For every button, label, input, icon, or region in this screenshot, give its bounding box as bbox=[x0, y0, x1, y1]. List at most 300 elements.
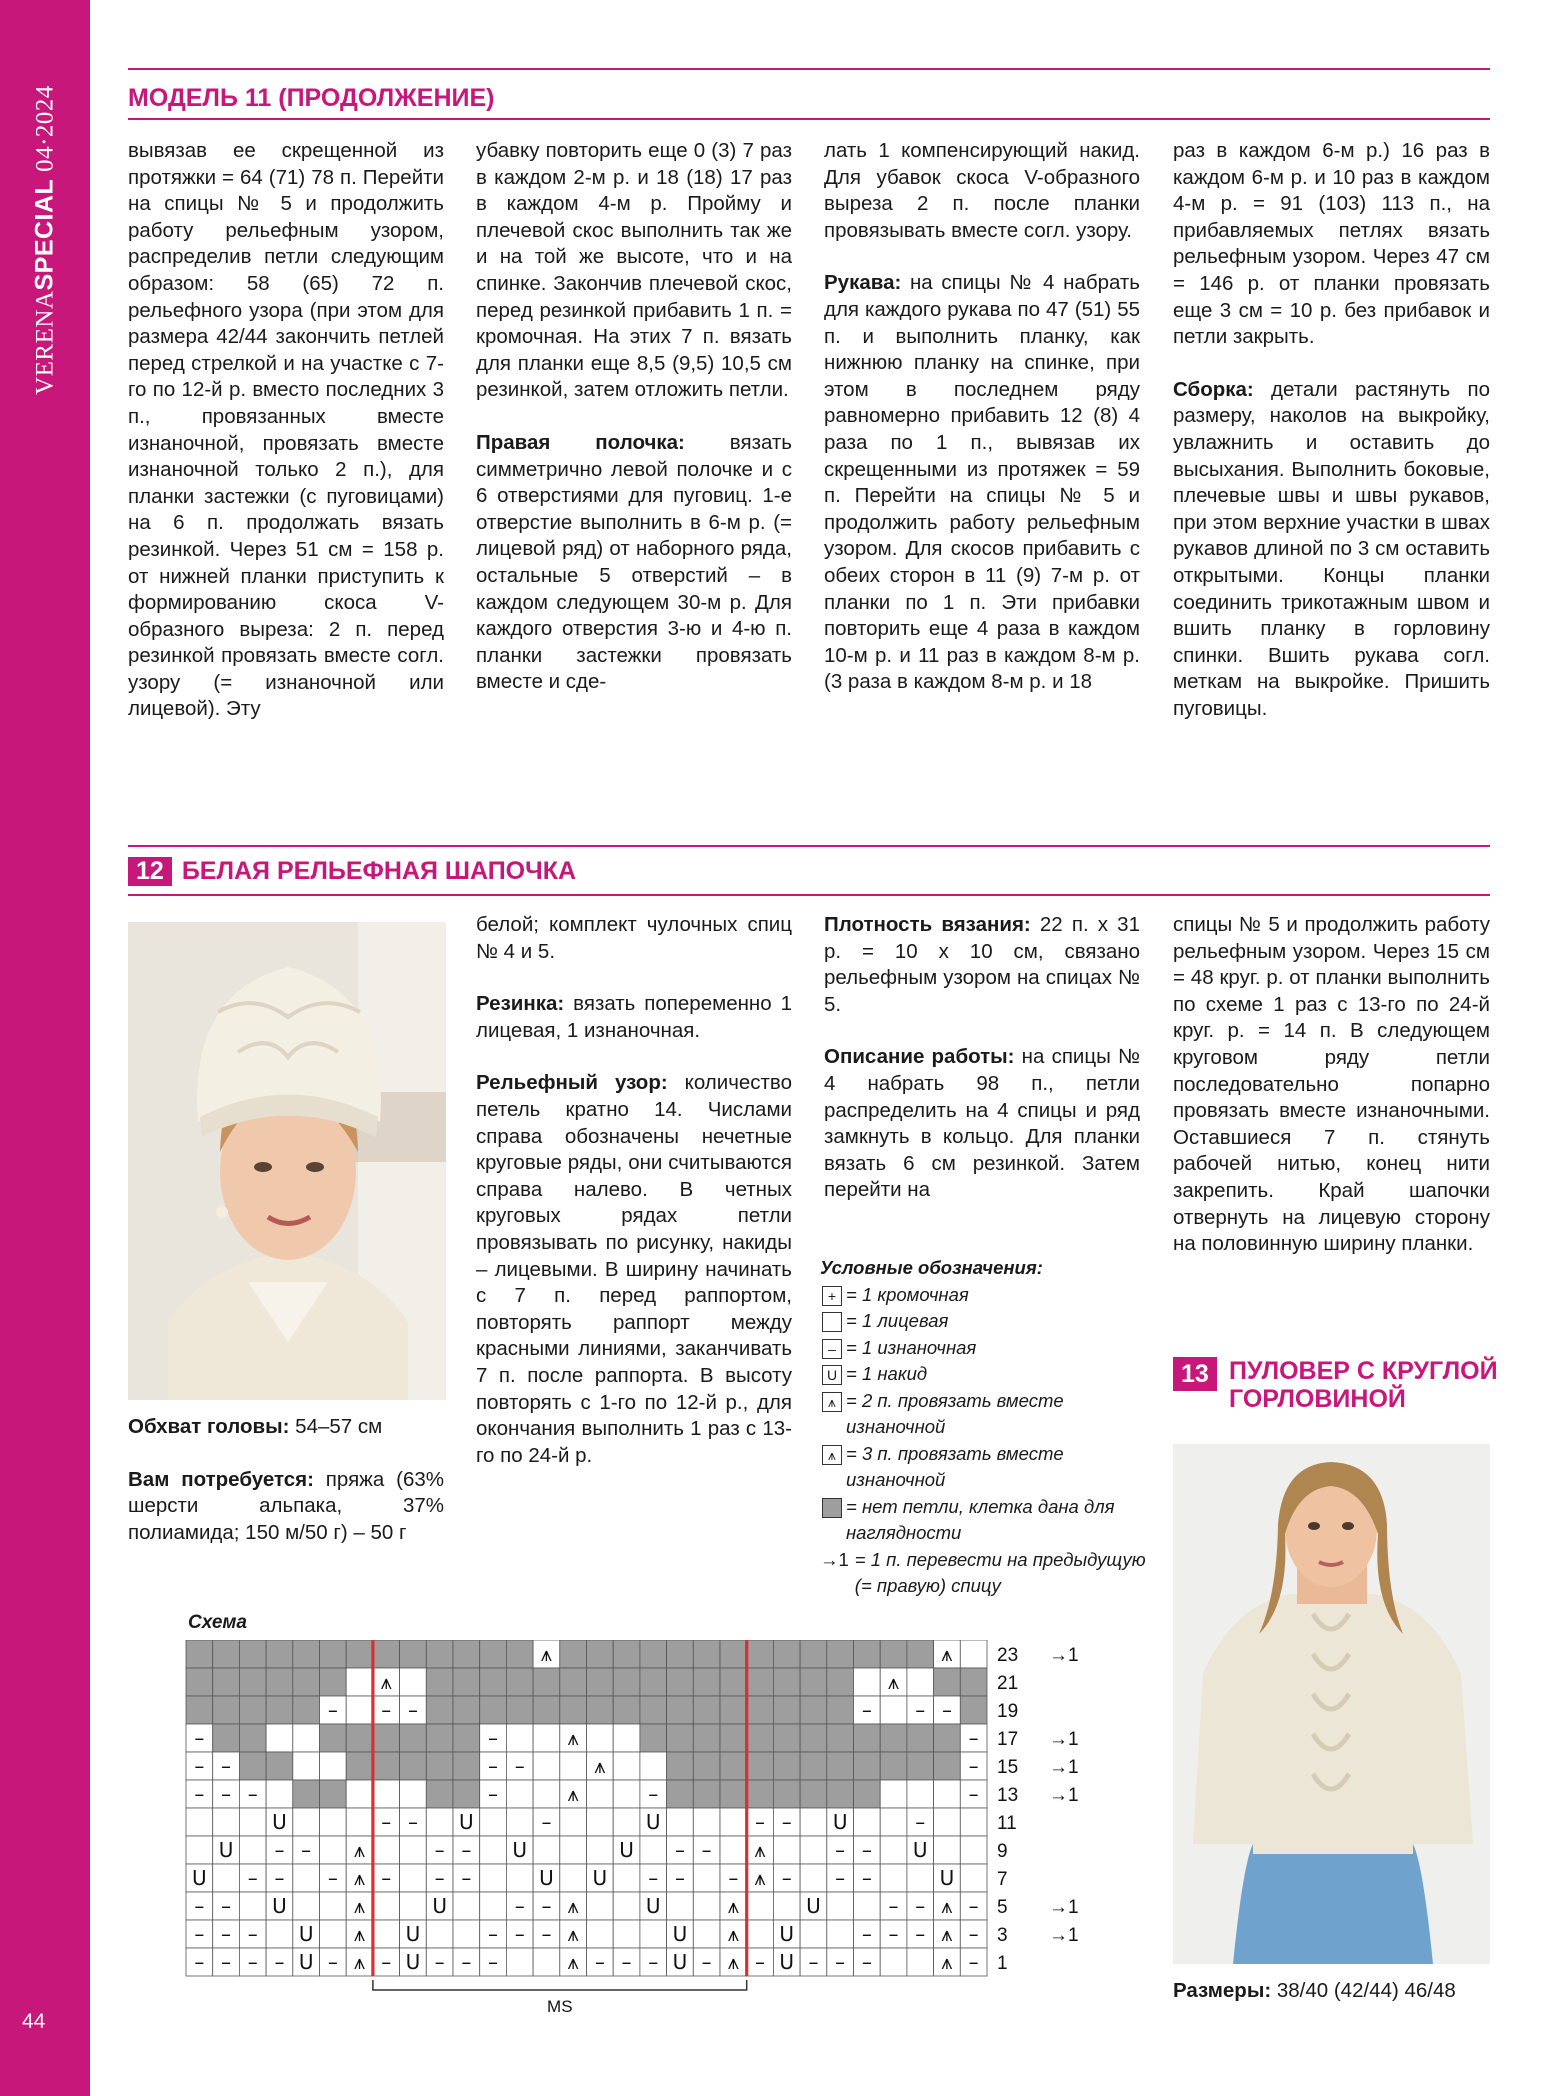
row-number-label: 17 bbox=[997, 1729, 1019, 1750]
row-number-label: 9 bbox=[997, 1841, 1008, 1862]
chart-cell bbox=[960, 1808, 987, 1836]
no-stitch-cell bbox=[560, 1640, 587, 1668]
chart-cell bbox=[800, 1836, 827, 1864]
section-11-column-1 bbox=[128, 138, 444, 749]
chart-cell bbox=[213, 1808, 240, 1836]
no-stitch-cell bbox=[506, 1696, 533, 1724]
paragraph-lead: Рельефный узор: bbox=[476, 1071, 668, 1095]
no-stitch-cell bbox=[213, 1696, 240, 1724]
chart-cell bbox=[560, 1836, 587, 1864]
pullover-sizes bbox=[1173, 1978, 1490, 2005]
chart-cell bbox=[480, 1892, 507, 1920]
no-stitch-cell bbox=[453, 1696, 480, 1724]
purl-symbol: – bbox=[221, 1950, 232, 1974]
chart-cell bbox=[400, 1892, 427, 1920]
decrease-symbol: ⩚ bbox=[887, 1670, 900, 1694]
chart-cell bbox=[880, 1696, 907, 1724]
no-stitch-cell bbox=[720, 1640, 747, 1668]
yarn-over-symbol: U bbox=[192, 1866, 207, 1890]
yarn-over-symbol: U bbox=[298, 1922, 314, 1946]
no-stitch-cell bbox=[346, 1724, 373, 1752]
chart-cell bbox=[453, 1892, 480, 1920]
purl-symbol: – bbox=[968, 1922, 979, 1946]
decrease-symbol: ⩚ bbox=[594, 1754, 606, 1778]
chart-cell bbox=[880, 1948, 907, 1976]
no-stitch-cell bbox=[827, 1668, 854, 1696]
chart-cell bbox=[239, 1808, 266, 1836]
purl-symbol: – bbox=[541, 1922, 552, 1946]
decrease-symbol: ⩚ bbox=[567, 1922, 579, 1946]
purl-symbol: – bbox=[301, 1838, 312, 1862]
yarn-over-symbol: U bbox=[806, 1894, 821, 1918]
chart-cell bbox=[533, 1948, 560, 1976]
paragraph bbox=[824, 1044, 1140, 1204]
no-stitch-cell bbox=[880, 1640, 907, 1668]
no-stitch-cell bbox=[640, 1668, 667, 1696]
decrease-symbol: ⩚ bbox=[941, 1894, 953, 1918]
chart-cell bbox=[693, 1892, 720, 1920]
no-stitch-cell bbox=[640, 1640, 667, 1668]
no-stitch-cell bbox=[613, 1696, 640, 1724]
no-stitch-cell bbox=[320, 1640, 347, 1668]
legend-symbol: U bbox=[822, 1365, 842, 1385]
no-stitch-cell bbox=[266, 1752, 293, 1780]
purl-symbol: – bbox=[488, 1950, 499, 1974]
no-stitch-cell bbox=[266, 1668, 293, 1696]
legend-item bbox=[820, 1388, 1150, 1441]
purl-symbol: – bbox=[194, 1754, 205, 1778]
purl-symbol: – bbox=[861, 1866, 872, 1890]
no-stitch-cell bbox=[426, 1724, 453, 1752]
legend-text: = 3 п. провязать вместе изнаночной bbox=[846, 1442, 1064, 1490]
no-stitch-cell bbox=[239, 1640, 266, 1668]
paragraph-text: детали растянуть по размеру, наколов на выкройку, увлажнить и оставить до высыхания. Выполнить боковые, плечевые швы и швы рукавов, при этом верхние участки в швах рукавов длиной по 3 см оставить открытыми. Концы планки соединить трикотажным швом и вшить планку в горловину спинки. Вшить рукава согл. меткам на выкройке. Пришить пуговицы. bbox=[1173, 377, 1490, 720]
no-stitch-cell bbox=[854, 1780, 881, 1808]
pullover-photo-illustration bbox=[1173, 1444, 1490, 1964]
section-rule bbox=[128, 68, 1490, 70]
purl-symbol: – bbox=[648, 1950, 659, 1974]
no-stitch-cell bbox=[800, 1752, 827, 1780]
chart-cell bbox=[880, 1808, 907, 1836]
hat-model-photo bbox=[128, 922, 446, 1400]
section-rule bbox=[128, 845, 1490, 847]
purl-symbol: – bbox=[247, 1866, 258, 1890]
no-stitch-cell bbox=[773, 1780, 800, 1808]
chart-cell bbox=[346, 1780, 373, 1808]
chart-cell bbox=[480, 1808, 507, 1836]
chart-cell bbox=[800, 1808, 827, 1836]
chart-cell bbox=[400, 1780, 427, 1808]
chart-cell bbox=[373, 1836, 400, 1864]
chart-cell bbox=[960, 1836, 987, 1864]
chart-cell bbox=[239, 1836, 266, 1864]
yarn-over-symbol: U bbox=[779, 1950, 795, 1974]
no-stitch-cell bbox=[747, 1640, 774, 1668]
paragraph bbox=[1173, 912, 1490, 1258]
paragraph bbox=[476, 991, 792, 1044]
chart-cell bbox=[907, 1864, 934, 1892]
chart-cell bbox=[293, 1892, 320, 1920]
no-stitch-cell bbox=[587, 1640, 614, 1668]
chart-cell bbox=[934, 1780, 961, 1808]
chart-cell bbox=[346, 1808, 373, 1836]
chart-cell bbox=[346, 1696, 373, 1724]
paragraph-lead: Правая полочка: bbox=[476, 430, 685, 454]
chart-cell bbox=[907, 1668, 934, 1696]
chart-cell bbox=[587, 1836, 614, 1864]
purl-symbol: – bbox=[915, 1698, 926, 1722]
no-stitch-cell bbox=[453, 1752, 480, 1780]
purl-symbol: – bbox=[194, 1726, 205, 1750]
hat-photo-illustration bbox=[128, 922, 446, 1400]
purl-symbol: – bbox=[381, 1698, 392, 1722]
no-stitch-cell bbox=[720, 1696, 747, 1724]
purl-symbol: – bbox=[915, 1922, 926, 1946]
chart-cell bbox=[854, 1808, 881, 1836]
no-stitch-cell bbox=[587, 1696, 614, 1724]
paragraph bbox=[824, 138, 1140, 244]
yarn-over-symbol: U bbox=[405, 1922, 421, 1946]
purl-symbol: – bbox=[781, 1810, 792, 1834]
chart-cell bbox=[320, 1808, 347, 1836]
purl-symbol: – bbox=[701, 1950, 712, 1974]
purl-symbol: – bbox=[194, 1950, 205, 1974]
shift-label: →1 bbox=[1049, 1925, 1079, 1946]
chart-cell bbox=[613, 1724, 640, 1752]
purl-symbol: – bbox=[968, 1782, 979, 1806]
chart-cell bbox=[320, 1892, 347, 1920]
no-stitch-cell bbox=[480, 1696, 507, 1724]
paragraph-lead: Рукава: bbox=[824, 271, 902, 295]
yarn-over-symbol: U bbox=[592, 1866, 608, 1890]
decrease-symbol: ⩚ bbox=[380, 1670, 392, 1694]
no-stitch-cell bbox=[747, 1752, 774, 1780]
chart-cell bbox=[320, 1836, 347, 1864]
yarn-over-symbol: U bbox=[432, 1894, 447, 1918]
paragraph bbox=[476, 138, 792, 404]
no-stitch-cell bbox=[213, 1724, 240, 1752]
purl-symbol: – bbox=[594, 1950, 605, 1974]
purl-symbol: – bbox=[835, 1838, 846, 1862]
paragraph-text: вязать попеременно 1 лицевая, 1 изнаночная. bbox=[476, 992, 792, 1042]
purl-symbol: – bbox=[434, 1838, 445, 1862]
decrease-symbol: ⩚ bbox=[353, 1838, 366, 1862]
purl-symbol: – bbox=[888, 1922, 899, 1946]
no-stitch-cell bbox=[667, 1780, 694, 1808]
paragraph-text: на спицы № 4 набрать для каждого рукава по 47 (51) 55 п. и выполнить планку, как нижнюю планку на спинке, при этом в последнем ряду равномерно прибавить 12 (8) 4 раза по 1 п., вывязав их скрещенными из протяжек = 59 п. Перейти на спицы № 5 и продолжить работу рельефным узором. Для скосов прибавить с обеих сторон в 11 (9) 7-м р. от планки по 1 п. Эти прибавки повторить еще 4 раза в каждом 10-м р. и 11 раз в каждом 8-м р. (3 раза в каждом 8-м р. и 18 bbox=[824, 271, 1140, 694]
no-stitch-cell bbox=[453, 1640, 480, 1668]
no-stitch-cell bbox=[800, 1640, 827, 1668]
yarn-over-symbol: U bbox=[912, 1838, 928, 1862]
no-stitch-cell bbox=[800, 1780, 827, 1808]
no-stitch-cell bbox=[266, 1696, 293, 1724]
row-number-label: 13 bbox=[997, 1785, 1019, 1806]
legend-symbol: ■ bbox=[822, 1498, 842, 1518]
section-12-title bbox=[128, 857, 576, 886]
chart-cell bbox=[373, 1892, 400, 1920]
chart-title: Схема bbox=[188, 1612, 248, 1633]
chart-cell bbox=[640, 1920, 667, 1948]
chart-cell bbox=[426, 1920, 453, 1948]
legend-item bbox=[820, 1547, 1150, 1600]
purl-symbol: – bbox=[407, 1698, 418, 1722]
no-stitch-cell bbox=[560, 1668, 587, 1696]
paragraph bbox=[476, 1070, 792, 1469]
legend-item bbox=[820, 1335, 1150, 1362]
no-stitch-cell bbox=[907, 1640, 934, 1668]
no-stitch-cell bbox=[506, 1668, 533, 1696]
chart-cell bbox=[373, 1920, 400, 1948]
paragraph-text: 22 п. х 31 р. = 10 х 10 см, связано рельефным узором на спицах № 5. bbox=[824, 913, 1140, 1016]
purl-symbol: – bbox=[621, 1950, 632, 1974]
no-stitch-cell bbox=[426, 1752, 453, 1780]
no-stitch-cell bbox=[934, 1668, 961, 1696]
yarn-over-symbol: U bbox=[272, 1810, 287, 1834]
purl-symbol: – bbox=[968, 1726, 979, 1750]
paragraph-text: лать 1 компенсирующий накид. Для убавок скоса V-образного выреза 2 п. после планки провязывать вместе согл. узору. bbox=[824, 139, 1140, 242]
ms-label: MS bbox=[547, 1997, 573, 2016]
section-12-heading: БЕЛАЯ РЕЛЬЕФНАЯ ШАПОЧКА bbox=[181, 857, 577, 885]
section-13-header bbox=[1173, 1357, 1498, 1413]
no-stitch-cell bbox=[560, 1696, 587, 1724]
no-stitch-cell bbox=[827, 1696, 854, 1724]
no-stitch-cell bbox=[453, 1724, 480, 1752]
purl-symbol: – bbox=[674, 1838, 685, 1862]
purl-symbol: – bbox=[247, 1950, 258, 1974]
chart-cell bbox=[426, 1808, 453, 1836]
chart-cell bbox=[880, 1780, 907, 1808]
no-stitch-cell bbox=[346, 1752, 373, 1780]
chart-cell bbox=[266, 1920, 293, 1948]
no-stitch-cell bbox=[773, 1640, 800, 1668]
no-stitch-cell bbox=[693, 1640, 720, 1668]
no-stitch-cell bbox=[854, 1752, 881, 1780]
chart-cell bbox=[800, 1920, 827, 1948]
chart-cell bbox=[693, 1864, 720, 1892]
purl-symbol: – bbox=[648, 1866, 659, 1890]
chart-cell bbox=[800, 1864, 827, 1892]
purl-symbol: – bbox=[488, 1782, 499, 1806]
rapport-bracket bbox=[373, 1980, 747, 1990]
row-number-label: 15 bbox=[997, 1757, 1019, 1778]
no-stitch-cell bbox=[800, 1696, 827, 1724]
purl-symbol: – bbox=[407, 1810, 418, 1834]
decrease-symbol: ⩚ bbox=[941, 1642, 953, 1666]
purl-symbol: – bbox=[434, 1950, 445, 1974]
paragraph-lead: Вам потребуется: bbox=[128, 1467, 314, 1491]
purl-symbol: – bbox=[381, 1950, 392, 1974]
purl-symbol: – bbox=[755, 1950, 766, 1974]
no-stitch-cell bbox=[693, 1780, 720, 1808]
chart-cell bbox=[560, 1752, 587, 1780]
chart-cell bbox=[934, 1808, 961, 1836]
decrease-symbol: ⩚ bbox=[754, 1866, 766, 1890]
paragraph bbox=[128, 138, 444, 723]
shift-label: →1 bbox=[1049, 1897, 1079, 1918]
shift-label: →1 bbox=[1049, 1785, 1079, 1806]
no-stitch-cell bbox=[720, 1752, 747, 1780]
no-stitch-cell bbox=[667, 1640, 694, 1668]
purl-symbol: – bbox=[514, 1894, 525, 1918]
legend-symbol: ⩚ bbox=[822, 1445, 842, 1465]
paragraph bbox=[128, 1467, 444, 1547]
chart-cell bbox=[693, 1808, 720, 1836]
chart-cell bbox=[854, 1892, 881, 1920]
decrease-symbol: ⩚ bbox=[567, 1782, 579, 1806]
row-number-label: 5 bbox=[997, 1897, 1008, 1918]
no-stitch-cell bbox=[320, 1668, 347, 1696]
chart-cell bbox=[827, 1892, 854, 1920]
section-11-title: МОДЕЛЬ 11 (ПРОДОЛЖЕНИЕ) bbox=[128, 84, 495, 112]
purl-symbol: – bbox=[381, 1810, 392, 1834]
purl-symbol: – bbox=[488, 1754, 499, 1778]
purl-symbol: – bbox=[861, 1922, 872, 1946]
yarn-over-symbol: U bbox=[672, 1950, 688, 1974]
no-stitch-cell bbox=[720, 1724, 747, 1752]
chart-cell bbox=[747, 1892, 774, 1920]
no-stitch-cell bbox=[239, 1668, 266, 1696]
no-stitch-cell bbox=[747, 1668, 774, 1696]
chart-cell bbox=[960, 1640, 987, 1668]
chart-cell bbox=[506, 1780, 533, 1808]
chart-cell bbox=[587, 1780, 614, 1808]
purl-symbol: – bbox=[488, 1922, 499, 1946]
legend-text: = 1 лицевая bbox=[846, 1310, 949, 1331]
purl-symbol: – bbox=[808, 1950, 819, 1974]
legend-symbol: →1 bbox=[820, 1548, 849, 1570]
no-stitch-cell bbox=[293, 1640, 320, 1668]
decrease-symbol: ⩚ bbox=[353, 1950, 366, 1974]
purl-symbol: – bbox=[194, 1782, 205, 1806]
no-stitch-cell bbox=[693, 1668, 720, 1696]
row-number-label: 1 bbox=[997, 1953, 1008, 1974]
chart-legend bbox=[820, 1255, 1150, 1600]
legend-text: = нет петли, клетка дана для наглядности bbox=[846, 1495, 1115, 1543]
row-number-label: 21 bbox=[997, 1673, 1019, 1694]
section-12-column-1 bbox=[128, 1414, 444, 1572]
purl-symbol: – bbox=[968, 1950, 979, 1974]
chart-cell bbox=[880, 1864, 907, 1892]
chart-cell bbox=[613, 1864, 640, 1892]
chart-cell bbox=[239, 1892, 266, 1920]
chart-cell bbox=[773, 1892, 800, 1920]
paragraph-lead: Описание работы: bbox=[824, 1045, 1015, 1069]
no-stitch-cell bbox=[400, 1752, 427, 1780]
chart-cell bbox=[320, 1752, 347, 1780]
no-stitch-cell bbox=[587, 1668, 614, 1696]
legend-item bbox=[820, 1308, 1150, 1335]
no-stitch-cell bbox=[400, 1640, 427, 1668]
no-stitch-cell bbox=[667, 1696, 694, 1724]
no-stitch-cell bbox=[960, 1668, 987, 1696]
chart-cell bbox=[587, 1808, 614, 1836]
decrease-symbol: ⩚ bbox=[727, 1922, 739, 1946]
legend-item bbox=[820, 1494, 1150, 1547]
no-stitch-cell bbox=[640, 1696, 667, 1724]
chart-cell bbox=[747, 1920, 774, 1948]
purl-symbol: – bbox=[861, 1698, 872, 1722]
no-stitch-cell bbox=[186, 1668, 213, 1696]
chart-cell bbox=[533, 1780, 560, 1808]
no-stitch-cell bbox=[533, 1668, 560, 1696]
no-stitch-cell bbox=[827, 1780, 854, 1808]
purl-symbol: – bbox=[247, 1782, 258, 1806]
purl-symbol: – bbox=[648, 1782, 659, 1806]
purl-symbol: – bbox=[835, 1950, 846, 1974]
no-stitch-cell bbox=[880, 1724, 907, 1752]
chart-cell bbox=[533, 1836, 560, 1864]
no-stitch-cell bbox=[934, 1752, 961, 1780]
section-13-title-line-1: ПУЛОВЕР С КРУГЛОЙ bbox=[1229, 1357, 1498, 1385]
chart-cell bbox=[720, 1836, 747, 1864]
no-stitch-cell bbox=[186, 1696, 213, 1724]
no-stitch-cell bbox=[506, 1640, 533, 1668]
chart-cell bbox=[346, 1668, 373, 1696]
chart-cell bbox=[773, 1836, 800, 1864]
sizes-lead: Размеры: bbox=[1173, 1979, 1272, 2002]
section-11-column-2 bbox=[476, 138, 792, 722]
decrease-symbol: ⩚ bbox=[941, 1950, 953, 1974]
yarn-over-symbol: U bbox=[405, 1950, 421, 1974]
paragraph-text: убавку повторить еще 0 (3) 7 раз в каждом 2-м р. и 18 (18) 17 раз в каждом 4-м р. Пройму и плечевой скос выполнить так же и на той же высоте, что и на спинке. Закончив плечевой скос, перед резинкой прибавить 1 п. = кромочная. На этих 7 п. вязать для планки еще 8,5 (9,5) 10,5 см резинкой, затем отложить петли. bbox=[476, 139, 792, 402]
paragraph bbox=[476, 912, 792, 965]
paragraph-text: вязать симметрично левой полочке и с 6 отверстиями для пуговиц. 1-е отверстие выполнить в 6-м р. (= лицевой ряд) от наборного ряда, остальные 5 отверстий – в каждом следующем 30-м р. Для каждого отверстия 3-ю и 4-ю п. планки застежки провязать вместе и сде- bbox=[476, 430, 792, 694]
no-stitch-cell bbox=[854, 1640, 881, 1668]
chart-cell bbox=[960, 1864, 987, 1892]
chart-cell bbox=[720, 1808, 747, 1836]
chart-cell bbox=[400, 1668, 427, 1696]
purl-symbol: – bbox=[327, 1950, 338, 1974]
purl-symbol: – bbox=[915, 1894, 926, 1918]
chart-cell bbox=[320, 1920, 347, 1948]
paragraph-text: раз в каждом 6-м р.) 16 раз в каждом 6-м р. и 10 раз в каждом 4-м р. = 91 (103) 113 п., на прибавляемых петлях вязать рельефным узором. Через 47 см = 146 р. от планки провязать еще 3 см = 10 р. без прибавок и петли закрыть. bbox=[1173, 139, 1490, 349]
paragraph-text: 54–57 см bbox=[289, 1415, 383, 1438]
chart-cell bbox=[613, 1892, 640, 1920]
no-stitch-cell bbox=[827, 1752, 854, 1780]
shift-label: →1 bbox=[1049, 1757, 1079, 1778]
no-stitch-cell bbox=[747, 1724, 774, 1752]
no-stitch-cell bbox=[426, 1640, 453, 1668]
decrease-symbol: ⩚ bbox=[353, 1922, 366, 1946]
paragraph bbox=[1173, 138, 1490, 351]
purl-symbol: – bbox=[194, 1894, 205, 1918]
purl-symbol: – bbox=[514, 1922, 525, 1946]
purl-symbol: – bbox=[968, 1894, 979, 1918]
legend-item bbox=[820, 1282, 1150, 1309]
yarn-over-symbol: U bbox=[645, 1810, 661, 1834]
no-stitch-cell bbox=[426, 1780, 453, 1808]
chart-cell bbox=[907, 1948, 934, 1976]
pullover-model-photo bbox=[1173, 1444, 1490, 1964]
purl-symbol: – bbox=[274, 1838, 285, 1862]
section-12-column-3 bbox=[824, 912, 1140, 1230]
purl-symbol: – bbox=[274, 1866, 285, 1890]
no-stitch-cell bbox=[773, 1668, 800, 1696]
purl-symbol: – bbox=[755, 1810, 766, 1834]
chart-cell bbox=[293, 1752, 320, 1780]
no-stitch-cell bbox=[613, 1668, 640, 1696]
no-stitch-cell bbox=[239, 1724, 266, 1752]
no-stitch-cell bbox=[213, 1640, 240, 1668]
no-stitch-cell bbox=[667, 1752, 694, 1780]
chart-cell bbox=[907, 1780, 934, 1808]
paragraph-lead: Плотность вязания: bbox=[824, 913, 1031, 936]
section-11-column-3 bbox=[824, 138, 1140, 722]
no-stitch-cell bbox=[293, 1780, 320, 1808]
no-stitch-cell bbox=[480, 1640, 507, 1668]
chart-cell bbox=[186, 1808, 213, 1836]
purl-symbol: – bbox=[221, 1754, 232, 1778]
